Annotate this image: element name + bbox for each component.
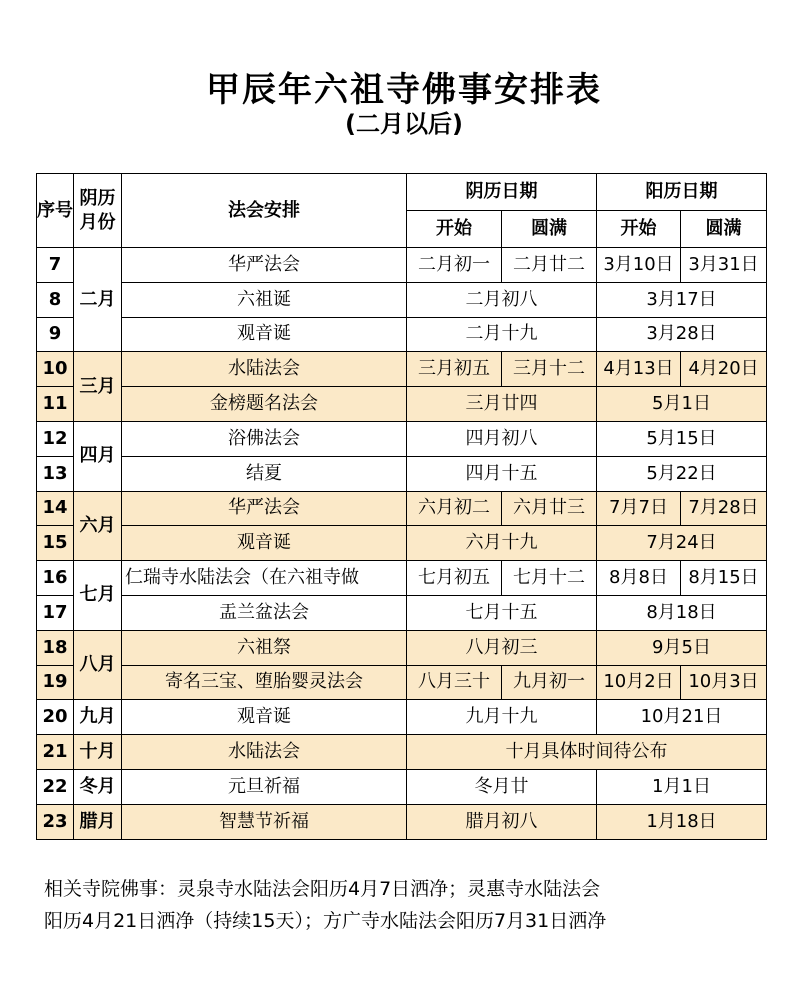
row-number: 19 xyxy=(37,665,74,700)
header-lunar-month: 阴历月份 xyxy=(74,174,122,248)
date-pending: 十月具体时间待公布 xyxy=(407,735,767,770)
event-name: 智慧节祈福 xyxy=(122,804,407,839)
page-subtitle: (二月以后) xyxy=(345,110,463,138)
row-number: 13 xyxy=(37,456,74,491)
lunar-start: 二月初一 xyxy=(407,248,502,283)
month-cell: 腊月 xyxy=(74,804,122,839)
lunar-start: 八月三十 xyxy=(407,665,502,700)
month-cell: 二月 xyxy=(74,248,122,352)
header-event: 法会安排 xyxy=(122,174,407,248)
table-row xyxy=(37,665,767,700)
lunar-end: 六月廿三 xyxy=(502,491,597,526)
header-row-1 xyxy=(37,174,767,211)
solar-date: 9月5日 xyxy=(597,630,767,665)
solar-date: 7月24日 xyxy=(597,526,767,561)
solar-end: 10月3日 xyxy=(681,665,767,700)
solar-date: 1月18日 xyxy=(597,804,767,839)
header-lunar-date: 阴历日期 xyxy=(407,174,597,211)
lunar-end: 二月廿二 xyxy=(502,248,597,283)
solar-date: 5月15日 xyxy=(597,421,767,456)
row-number: 20 xyxy=(37,700,74,735)
header-solar-date: 阳历日期 xyxy=(597,174,767,211)
table-row xyxy=(37,491,767,526)
footer-line-2: 阳历4月21日洒净（持续15天）；方广寺水陆法会阳历7月31日洒净 xyxy=(44,910,607,932)
event-name: 观音诞 xyxy=(122,700,407,735)
event-name: 华严法会 xyxy=(122,491,407,526)
row-number: 11 xyxy=(37,387,74,422)
lunar-date: 冬月廿 xyxy=(407,769,597,804)
page-title: 甲辰年六祖寺佛事安排表 xyxy=(206,70,602,110)
row-number: 22 xyxy=(37,769,74,804)
header-lunar-end: 圆满 xyxy=(502,211,597,248)
table-row xyxy=(37,248,767,283)
lunar-date: 八月初三 xyxy=(407,630,597,665)
solar-start: 10月2日 xyxy=(597,665,681,700)
row-number: 7 xyxy=(37,248,74,283)
table-row xyxy=(37,421,767,456)
row-number: 16 xyxy=(37,561,74,596)
solar-date: 1月1日 xyxy=(597,769,767,804)
table-row xyxy=(37,804,767,839)
event-name: 仁瑞寺水陆法会（在六祖寺做 xyxy=(122,561,407,596)
table-row xyxy=(37,561,767,596)
month-cell: 十月 xyxy=(74,735,122,770)
event-name: 浴佛法会 xyxy=(122,421,407,456)
table-row xyxy=(37,317,767,352)
lunar-date: 六月十九 xyxy=(407,526,597,561)
month-cell: 四月 xyxy=(74,421,122,491)
row-number: 12 xyxy=(37,421,74,456)
row-number: 9 xyxy=(37,317,74,352)
lunar-end: 七月十二 xyxy=(502,561,597,596)
month-cell: 六月 xyxy=(74,491,122,561)
table-row xyxy=(37,735,767,770)
event-name: 水陆法会 xyxy=(122,352,407,387)
event-name: 六祖祭 xyxy=(122,630,407,665)
event-name: 寄名三宝、堕胎婴灵法会 xyxy=(122,665,407,700)
row-number: 14 xyxy=(37,491,74,526)
lunar-date: 四月初八 xyxy=(407,421,597,456)
month-cell: 八月 xyxy=(74,630,122,700)
lunar-start: 三月初五 xyxy=(407,352,502,387)
lunar-date: 九月十九 xyxy=(407,700,597,735)
solar-end: 3月31日 xyxy=(681,248,767,283)
table-row xyxy=(37,282,767,317)
header-lunar-start: 开始 xyxy=(407,211,502,248)
row-number: 23 xyxy=(37,804,74,839)
solar-date: 5月1日 xyxy=(597,387,767,422)
lunar-date: 二月十九 xyxy=(407,317,597,352)
table-row xyxy=(37,526,767,561)
table-row xyxy=(37,387,767,422)
table-row xyxy=(37,630,767,665)
event-name: 盂兰盆法会 xyxy=(122,595,407,630)
solar-date: 5月22日 xyxy=(597,456,767,491)
footer-note xyxy=(44,873,774,937)
solar-start: 7月7日 xyxy=(597,491,681,526)
solar-start: 3月10日 xyxy=(597,248,681,283)
event-name: 水陆法会 xyxy=(122,735,407,770)
solar-date: 3月17日 xyxy=(597,282,767,317)
header-solar-start: 开始 xyxy=(597,211,681,248)
event-name: 金榜题名法会 xyxy=(122,387,407,422)
event-name: 结夏 xyxy=(122,456,407,491)
table-row xyxy=(37,700,767,735)
lunar-date: 七月十五 xyxy=(407,595,597,630)
month-cell: 冬月 xyxy=(74,769,122,804)
row-number: 21 xyxy=(37,735,74,770)
lunar-date: 腊月初八 xyxy=(407,804,597,839)
footer-line-1: 相关寺院佛事：灵泉寺水陆法会阳历4月7日洒净；灵惠寺水陆法会 xyxy=(44,878,601,900)
row-number: 10 xyxy=(37,352,74,387)
lunar-end: 九月初一 xyxy=(502,665,597,700)
solar-end: 4月20日 xyxy=(681,352,767,387)
month-cell: 七月 xyxy=(74,561,122,631)
lunar-end: 三月十二 xyxy=(502,352,597,387)
lunar-date: 四月十五 xyxy=(407,456,597,491)
table-row xyxy=(37,456,767,491)
solar-end: 7月28日 xyxy=(681,491,767,526)
solar-end: 8月15日 xyxy=(681,561,767,596)
row-number: 18 xyxy=(37,630,74,665)
row-number: 17 xyxy=(37,595,74,630)
solar-start: 4月13日 xyxy=(597,352,681,387)
lunar-start: 六月初二 xyxy=(407,491,502,526)
month-cell: 九月 xyxy=(74,700,122,735)
lunar-date: 三月廿四 xyxy=(407,387,597,422)
table-row xyxy=(37,595,767,630)
event-name: 观音诞 xyxy=(122,526,407,561)
event-name: 观音诞 xyxy=(122,317,407,352)
event-name: 元旦祈福 xyxy=(122,769,407,804)
row-number: 8 xyxy=(37,282,74,317)
schedule-table xyxy=(36,173,767,840)
month-cell: 三月 xyxy=(74,352,122,422)
solar-date: 8月18日 xyxy=(597,595,767,630)
lunar-date: 二月初八 xyxy=(407,282,597,317)
solar-start: 8月8日 xyxy=(597,561,681,596)
solar-date: 3月28日 xyxy=(597,317,767,352)
row-number: 15 xyxy=(37,526,74,561)
header-seq: 序号 xyxy=(37,174,74,248)
header-solar-end: 圆满 xyxy=(681,211,767,248)
event-name: 六祖诞 xyxy=(122,282,407,317)
lunar-start: 七月初五 xyxy=(407,561,502,596)
event-name: 华严法会 xyxy=(122,248,407,283)
table-row xyxy=(37,352,767,387)
solar-date: 10月21日 xyxy=(597,700,767,735)
table-row xyxy=(37,769,767,804)
